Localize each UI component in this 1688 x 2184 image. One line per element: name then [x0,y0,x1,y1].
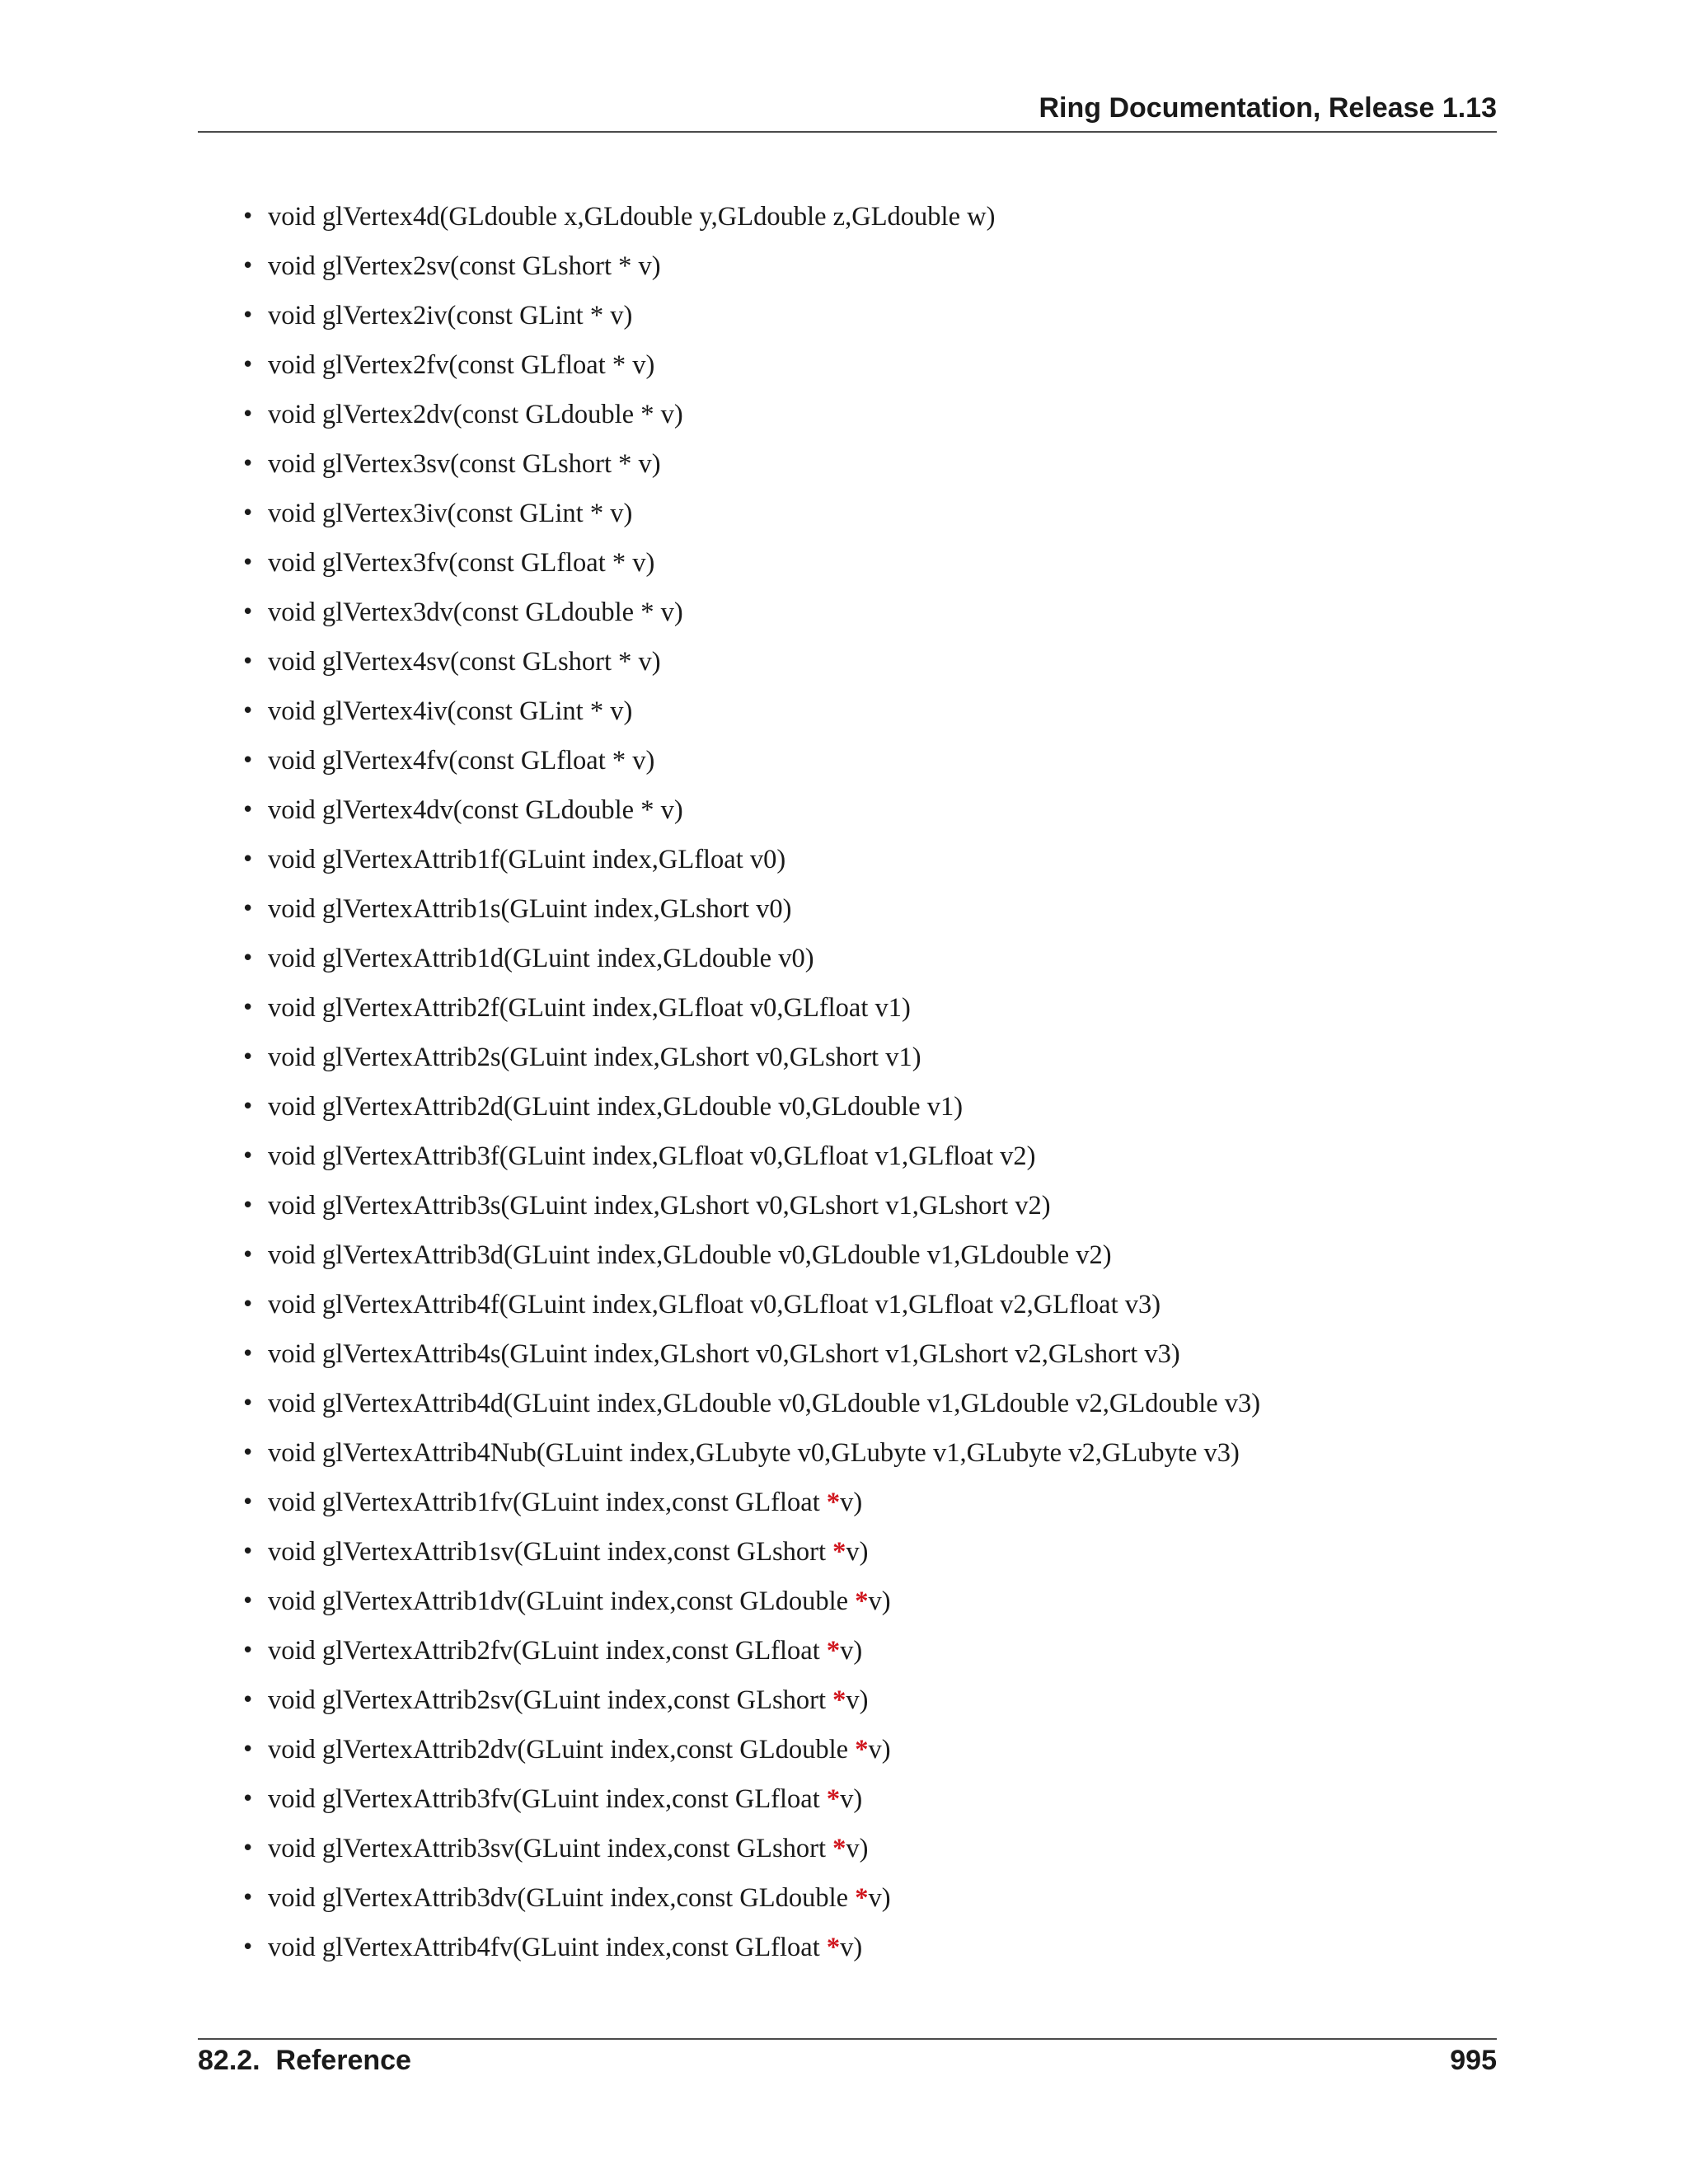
bullet-icon: • [241,501,255,526]
function-signature: void glVertexAttrib4fv(GLuint index,const GLfloat [268,1933,827,1962]
bullet-icon: • [241,600,255,625]
list-item [241,644,1260,694]
function-signature: void glVertexAttrib1s(GLuint index,GLshort v0) [268,894,792,924]
function-signature: void glVertexAttrib4f(GLuint index,GLfloat v0,GLfloat v1,GLfloat v2,GLfloat v3) [268,1290,1161,1319]
function-signature: void glVertexAttrib2dv(GLuint index,const GLdouble [268,1735,856,1765]
list-item [241,892,1260,941]
function-signature: void glVertex4d(GLdouble x,GLdouble y,GLdouble z,GLdouble w) [268,202,996,232]
bullet-icon: • [241,1094,255,1119]
list-item [241,1238,1260,1287]
function-signature: void glVertexAttrib3d(GLuint index,GLdouble v0,GLdouble v1,GLdouble v2) [268,1240,1112,1270]
function-signature: void glVertex2fv(const GLfloat * v) [268,350,655,380]
list-item [241,1831,1260,1881]
bullet-icon: • [241,1243,255,1268]
bullet-icon: • [241,847,255,872]
list-item [241,1337,1260,1386]
bullet-icon: • [241,303,255,328]
function-signature: void glVertexAttrib4d(GLuint index,GLdouble v0,GLdouble v1,GLdouble v2,GLdouble v3) [268,1389,1261,1418]
bullet-icon: • [241,798,255,823]
bullet-icon: • [241,1836,255,1861]
function-signature: void glVertexAttrib4s(GLuint index,GLshort v0,GLshort v1,GLshort v2,GLshort v3) [268,1339,1180,1369]
list-item [241,1535,1260,1584]
function-signature-tail: v) [840,1933,863,1962]
bullet-icon: • [241,748,255,773]
bullet-icon: • [241,1787,255,1811]
bullet-icon: • [241,1737,255,1762]
function-signature-tail: v) [846,1537,869,1567]
bullet-icon: • [241,649,255,674]
list-item [241,1090,1260,1139]
function-signature: void glVertexAttrib2s(GLuint index,GLshort v0,GLshort v1) [268,1043,921,1072]
function-signature-tail: v) [868,1883,891,1913]
header-rule [198,131,1497,133]
footer-rule [198,2038,1497,2040]
bullet-icon: • [241,1342,255,1366]
list-item [241,743,1260,793]
list-item [241,447,1260,496]
bullet-icon: • [241,1886,255,1910]
function-signature: void glVertex2dv(const GLdouble * v) [268,400,683,429]
function-signature: void glVertexAttrib2f(GLuint index,GLfloat v0,GLfloat v1) [268,993,911,1023]
bullet-icon: • [241,1391,255,1416]
bullet-icon: • [241,402,255,427]
bullet-icon: • [241,1441,255,1465]
pointer-star: * [855,1586,869,1616]
pointer-star: * [826,1784,841,1814]
bullet-icon: • [241,353,255,377]
bullet-icon: • [241,1540,255,1564]
footer-section-title: 82.2. Reference [198,2045,411,2076]
bullet-icon: • [241,699,255,724]
bullet-icon: • [241,1292,255,1317]
list-item [241,249,1260,298]
function-signature: void glVertex4dv(const GLdouble * v) [268,795,683,825]
list-item [241,1485,1260,1535]
pointer-star: * [826,1933,841,1962]
bullet-icon: • [241,551,255,575]
function-signature-tail: v) [868,1735,891,1765]
function-signature: void glVertexAttrib3sv(GLuint index,const GLshort [268,1834,833,1863]
pointer-star: * [855,1735,869,1765]
list-item [241,1040,1260,1090]
bullet-icon: • [241,1193,255,1218]
list-item [241,496,1260,546]
function-signature-tail: v) [846,1834,869,1863]
list-item [241,397,1260,447]
page-number: 995 [1450,2045,1497,2076]
function-signature: void glVertex2sv(const GLshort * v) [268,251,661,281]
function-signature: void glVertex3sv(const GLshort * v) [268,449,661,479]
list-item [241,1287,1260,1337]
list-item [241,1732,1260,1782]
pointer-star: * [832,1537,846,1567]
function-list [241,199,1260,1980]
bullet-icon: • [241,1589,255,1614]
function-signature: void glVertexAttrib1fv(GLuint index,const GLfloat [268,1488,827,1517]
list-item [241,694,1260,743]
bullet-icon: • [241,1490,255,1515]
bullet-icon: • [241,1144,255,1169]
bullet-icon: • [241,1638,255,1663]
function-signature: void glVertex4fv(const GLfloat * v) [268,746,655,776]
list-item [241,793,1260,842]
bullet-icon: • [241,946,255,971]
pointer-star: * [826,1636,841,1666]
function-signature: void glVertexAttrib4Nub(GLuint index,GLubyte v0,GLubyte v1,GLubyte v2,GLubyte v3) [268,1438,1240,1468]
function-signature-tail: v) [840,1636,863,1666]
function-signature: void glVertex4sv(const GLshort * v) [268,647,661,677]
bullet-icon: • [241,1688,255,1713]
function-signature-tail: v) [840,1784,863,1814]
list-item [241,348,1260,397]
running-header: Ring Documentation, Release 1.13 [1039,92,1497,124]
list-item [241,1683,1260,1732]
list-item [241,842,1260,892]
function-signature: void glVertexAttrib2d(GLuint index,GLdouble v0,GLdouble v1) [268,1092,964,1122]
list-item [241,298,1260,348]
function-signature: void glVertexAttrib1d(GLuint index,GLdouble v0) [268,944,814,973]
list-item [241,1584,1260,1633]
bullet-icon: • [241,897,255,921]
function-signature: void glVertexAttrib3dv(GLuint index,const GLdouble [268,1883,856,1913]
function-signature-tail: v) [846,1685,869,1715]
list-item [241,1188,1260,1238]
list-item [241,1881,1260,1930]
function-signature: void glVertex3iv(const GLint * v) [268,499,633,528]
function-signature: void glVertexAttrib2sv(GLuint index,const GLshort [268,1685,833,1715]
pointer-star: * [855,1883,869,1913]
list-item [241,199,1260,249]
bullet-icon: • [241,996,255,1020]
bullet-icon: • [241,1935,255,1960]
function-signature: void glVertexAttrib1dv(GLuint index,const GLdouble [268,1586,856,1616]
bullet-icon: • [241,204,255,229]
function-signature: void glVertexAttrib1sv(GLuint index,const GLshort [268,1537,833,1567]
list-item [241,1930,1260,1980]
list-item [241,546,1260,595]
function-signature: void glVertex2iv(const GLint * v) [268,301,633,330]
list-item [241,1633,1260,1683]
bullet-icon: • [241,1045,255,1070]
function-signature: void glVertexAttrib3s(GLuint index,GLshort v0,GLshort v1,GLshort v2) [268,1191,1051,1221]
list-item [241,1782,1260,1831]
function-signature: void glVertexAttrib3fv(GLuint index,const GLfloat [268,1784,827,1814]
function-signature: void glVertexAttrib3f(GLuint index,GLfloat v0,GLfloat v1,GLfloat v2) [268,1141,1036,1171]
list-item [241,941,1260,991]
list-item [241,991,1260,1040]
list-item [241,1139,1260,1188]
list-item [241,595,1260,644]
bullet-icon: • [241,452,255,476]
function-signature: void glVertexAttrib2fv(GLuint index,const GLfloat [268,1636,827,1666]
list-item [241,1386,1260,1436]
bullet-icon: • [241,254,255,279]
pointer-star: * [832,1834,846,1863]
list-item [241,1436,1260,1485]
function-signature: void glVertexAttrib1f(GLuint index,GLfloat v0) [268,845,786,874]
function-signature-tail: v) [868,1586,891,1616]
function-signature: void glVertex4iv(const GLint * v) [268,696,633,726]
function-signature: void glVertex3dv(const GLdouble * v) [268,598,683,627]
pointer-star: * [832,1685,846,1715]
function-signature: void glVertex3fv(const GLfloat * v) [268,548,655,578]
pointer-star: * [826,1488,841,1517]
function-signature-tail: v) [840,1488,863,1517]
